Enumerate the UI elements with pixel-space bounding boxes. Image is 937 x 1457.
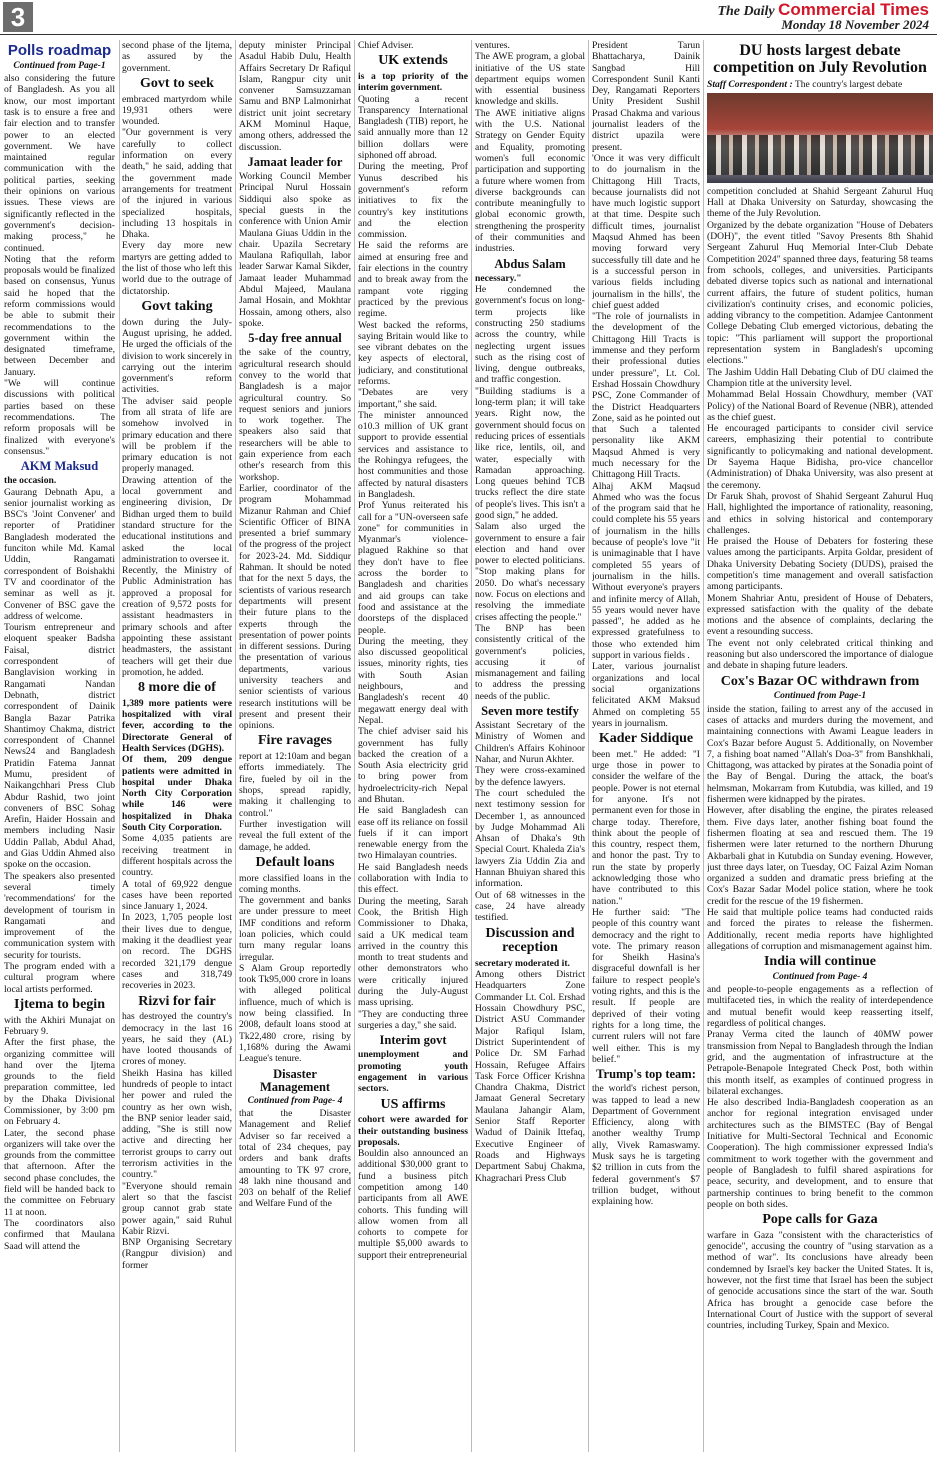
paragraph: Out of 68 witnesses in the case, 24 have already testified. [475, 889, 585, 924]
paragraph: Quoting a recent Transparency International Bangladesh (TIB) report, he said annually more than 12 billion dollars were siphoned off abroad. [358, 93, 468, 162]
column-4 [358, 40, 468, 1452]
headline-india-continue: India will continue [763, 954, 877, 970]
column-7 [707, 40, 933, 1452]
paragraph: Drawing attention of the local government and engineering division, Dr Bidhan urged them to build standard structure for the educational institutions and asked the local administration to oversee it. [122, 474, 232, 565]
paragraph: unemployment and promoting youth engagement in various sectors. [358, 1049, 468, 1095]
column-rule [119, 40, 120, 1452]
paragraph: The minister announced o10.3 million of UK grant support to provide essential services and assistance to the Rohingya refugees, the host communities and those affected by natural disasters in Bangladesh. [358, 409, 468, 500]
masthead-name: Commercial Times [778, 0, 929, 19]
headline-trumps-top-team: Trump's top team: [596, 1067, 696, 1082]
paragraph: report at 12:10am and began efforts immediately. The fire, fueled by oil in the shops, spread rapidly, making it challenging to control." [239, 751, 351, 819]
byline: Staff Correspondent : [707, 78, 793, 90]
paragraph: Monem Shahriar Antu, president of House of Debaters, expressed satisfaction with the quality of the debate motions and the absence of complaints, declaring the event a resounding success. [707, 592, 933, 638]
headline-us-affirms: US affirms [380, 1096, 446, 1112]
paragraph: Some 4,035 patients are receiving treatment in different hospitals across the country. [122, 833, 232, 879]
continued-note: Continued from Page- 4 [772, 971, 868, 982]
paragraph: President Tarun Bhattacharya, Dainik Sangbad Hill Correspondent Sunil Kanti Dey, Rangamati Reporters Unity President Sushil Prasad Chakma and various journalist leaders of the district upazila were present. [592, 40, 700, 153]
headline-fire-ravages: Fire ravages [258, 733, 332, 749]
paragraph: He said Bangladesh needs collaboration with India to this effect. [358, 861, 468, 896]
paragraph: down during the July-August uprising, he added. He urged the officials of the division to work sincerely in carrying out the interim government's reform activities. [122, 316, 232, 396]
paragraph: secretary moderated it. [475, 957, 570, 969]
headline-akm-maksud: AKM Maksud [20, 459, 99, 474]
paragraph: is a top priority of the interim government. [358, 70, 468, 94]
paragraph: He condemned the government's focus on long-term projects like constructing 250 stadiums across the country, while neglecting urgent issues such as the rising cost of living, dengue outbreaks, and traffic congestion. [475, 284, 585, 386]
paragraph: ventures. [475, 40, 510, 51]
paragraph: that the Disaster Management and Relief Adviser so far received a total of 234 cheques, pay orders and bank drafts amounting to TK 97 crore, 48 lakh nine thousand and 203 on behalf of the Relief and Welfare Fund of the [239, 1108, 351, 1210]
column-1 [4, 40, 115, 1452]
paragraph: The speakers also presented several timely 'recommendations' for the development of tourism in Rangamati and improvement of the communication system with security for tourists. [4, 870, 115, 961]
paragraph: He further said: "The people of this country want democracy and the right to vote. The primary reason for Sheikh Hasina's disgraceful downfall is her failure to respect people's voting rights, and this is the result. If people are deprived of their voting rights for a long time, the current rulers will not fare well either. This is my belief." [592, 906, 700, 1065]
paragraph: been met." He added: "I urge those in power to consider the welfare of the people. Power is not eternal for anyone. It's not permanent even for those in charge today. Therefore, think about the people of this country, respect them, and honor the past. Try to run the state by properly acknowledging those who have contributed to this nation." [592, 748, 700, 907]
paragraph: Dr Faruk Shah, provost of Shahid Sergeant Zahurul Huq Hall, highlighted the importance of rationality, reasoning, and ethics in solving historical and contemporary challenges. [707, 490, 933, 536]
paragraph: Gaurang Debnath Apu, a senior journalist working as BSC's 'Joint Convener' and reporter of Pratidiner Bangladesh moderated the funciton while Md. Kamal Uddin, Rangamati correspondent of Boishakhi TV and coordinator of the seminar as well as jt. Convener of BSC gave the address of welcome. [4, 486, 115, 622]
paragraph: After the first phase, the organizing committee will hand over the Ijtema grounds to the field preparation committee, led by the Dhaka Divisional Commissioner, by 3:00 pm on February 4. [4, 1037, 115, 1128]
headline-pope-gaza: Pope calls for Gaza [762, 1212, 878, 1228]
paragraph: S Alam Group reportedly took Tk95,000 crore in loans with alleged political influence, much of which is now being classified. In 2008, default loans stood at Tk22,480 crore, rising by 1,168% during the Awami League's tenure. [239, 962, 351, 1065]
paragraph: competition concluded at Shahid Sergeant Zahurul Huq Hall at Dhaka University on Saturday, showcasing the theme of the July Revolution. [707, 185, 933, 220]
headline-polls-roadmap: Polls roadmap [7, 42, 112, 59]
paragraph: inside the station, failing to arrest any of the accused in cases of attacks and murders during the movement, and maintaining connections with Awami League leaders in Cox's Bazar before August 5. Additionally, on November 7, a fishing boat named "Allah's Doa-3" from Banshkhali, Chittagong, was attacked by pirates at the Sonadia point of the Bay of Bengal. During the attack, the boat's helmsman, Mokarram from Kutubdia, was killed, and 19 fishermen were kidnapped by the pirates. [707, 703, 933, 806]
continued-note: Continued from Page-1 [13, 60, 106, 71]
paragraph: "Debates are very important," she said. [358, 387, 468, 410]
continued-note: Continued from Page- 4 [247, 1095, 343, 1106]
paragraph: The AWE program, a global initiative of the US state department equips women with essential business knowledge and skills. [475, 51, 585, 108]
paragraph: During the meeting, they also discussed geopolitical issues, minority rights, ties with South Asian neighbours, and Bangladesh's recent 40 megawatt energy deal with Nepal. [358, 635, 468, 726]
headline-default-loans: Default loans [255, 854, 335, 870]
column-rule [588, 40, 589, 1452]
paragraph: The country's largest debate [794, 78, 903, 90]
column-rule [471, 40, 472, 1452]
paragraph: Of them, 209 dengue patients were admitted in hospital under Dhaka North City Corporation while 146 were hospitalized in Dhaka South City Corporation. [122, 754, 232, 834]
paragraph: However, after disabling the engine, the pirates released them. Five days later, another fishing boat found the fishermen floating at sea and rescued them. The 19 fishermen were later returned to the northern Dhurung Akbarbali ghat in Kutubdia on Sunday evening. However, just three days later, on Tuesday, OC Faizal Azim Noman organized a sudden and dramatic press briefing at the Cox's Bazar Sadar Model police station, where he took credit for the rescue of the 19 fishermen. [707, 805, 933, 907]
paragraph: Earlier, coordinator of the program Mohammad Mizanur Rahman and Chief Scientific Officer of BINA presented a brief summary of the progress of the project for 2023-24. Md. Siddiqur Rahman. It should be noted that for the next 5 days, the scientists of various research departments will present their future plans to the experts through the presentation of power points in different sessions. During the presentation of various departments, various university teachers and senior scientists of various research institutions will be present and present their opinions. [239, 482, 351, 732]
column-rule [235, 40, 236, 1452]
paragraph: second phase of the Ijtema, as assured by the government. [122, 40, 232, 74]
page-number: 3 [3, 2, 33, 32]
paragraph: "Building stadiums is a long-term plan; it will take years. Right now, the government should focus on reducing prices of essentials like rice, lentils, oil, and water, especially with Ramadan approaching. Long queues behind TCB trucks reflect the dire state of people's lives. This isn't a good sign," he added. [475, 385, 585, 521]
paragraph: He also described India-Bangladesh cooperation as an anchor for regional integration envisaged under architectures such as the BIMSTEC (Bay of Bengal Initiative for Multi-Sectoral Technical and Economic Cooperation). The high commissioner expressed India's commitment to work together with the government and people of Bangladesh to fulfil shared aspirations for peace, security, and development, and to ensure that partnership continues to bring benefit to the common people on both sides. [707, 1097, 933, 1210]
column-6 [592, 40, 700, 1452]
paragraph: the sake of the country, agricultural research should convey to the world that Bangladesh is a major agricultural country. So request seniors and juniors to work together. The speakers also said that researchers will be able to gain experience from each other's research from this workshop. [239, 347, 351, 483]
paragraph: A total of 69,922 dengue cases have been reported since January 1, 2024. [122, 878, 232, 913]
headline-rizvi: Rizvi for fair [138, 993, 216, 1009]
paragraph: more classified loans in the coming months. [239, 872, 351, 895]
paragraph: has destroyed the country's democracy in the last 16 years, he said they (AL) have looted thousands of crores of money. [122, 1011, 232, 1068]
headline-govt-to-seek: Govt to seek [140, 75, 214, 91]
paragraph: He praised the House of Debaters for fostering these values among the participants. Arpita Goldar, president of Dhaka University Debating Society (DUDS), praised the competition's time management and overall satisfaction among participants. [707, 536, 933, 593]
paragraph: Mohammad Belal Hossain Chowdhury, member (VAT Policy) of the National Board of Revenue (NBR), attended as the chief guest. [707, 389, 933, 423]
column-2 [122, 40, 232, 1452]
paragraph: Alhaj AKM Maqsud Ahmed who was the focus of the program said that he could complete his 55 years of journalism in the hills because of people's love "it is unimaginable that I have completed 55 years of journalism in the hills. Without everyone's prayers and infinite mercy of Allah, 55 years would never have passed", he added as he expressed gratefulness to those who extended him support in various fields . [592, 480, 700, 662]
headline-govt-taking: Govt taking [141, 298, 213, 314]
paragraph: Later, the second phase organizers will take over the grounds from the committee that afternoon. After the second phase concludes, the field will be handed back to the committee on February 11 at noon. [4, 1127, 115, 1218]
paragraph: Further investigation will reveal the full extent of the damage, he added. [239, 818, 351, 853]
paragraph: In 2023, 1,705 people lost their lives due to dengue, making it the deadliest year on record. The DGHS recorded 321,179 dengue cases and 318,749 recoveries in 2023. [122, 912, 232, 992]
paragraph: also considering the future of Bangladesh. As you all know, our most important task is to ensure a free and fair election and to transfer power to an elected government. We have maintained regular communication with the political parties, seeking their opinions on various issues. These views are significantly reflected in the government's decision-making process," he continued. [4, 73, 115, 254]
paragraph: The program ended with a cultural program where local artists performed. [4, 961, 115, 995]
column-3 [239, 40, 351, 1452]
paragraph: embraced martyrdom while 19,931 others were wounded. [122, 93, 232, 128]
headline-seven-more-testify: Seven more testify [481, 704, 579, 719]
headline-interim-govt: Interim govt [379, 1033, 447, 1048]
paragraph: During the meeting, Prof Yunus described his government's reform initiatives to fix the country's key institutions and the election commission. [358, 161, 468, 241]
paragraph: The Jashim Uddin Hall Debating Club of DU claimed the Champion title at the university level. [707, 366, 933, 389]
paragraph: The government and banks are under pressure to meet IMF conditions and reform loan policies, which could turn many regular loans irregular. [239, 895, 351, 963]
paragraph: "Our government is very carefully to collect information on every death," he said, adding that the government made arrangements for treatment of the injured in various specialized hospitals, including 13 hospitals in Dhaka. [122, 127, 232, 241]
headline-discussion-reception: Discussion and reception [485, 925, 575, 956]
paragraph: During the meeting, Sarah Cook, the British High Commissioner to Dhaka, said a UK medical team arrived in the country this month to treat students and other demonstrators who were critically injured during the July-August mass uprising. [358, 895, 468, 1009]
paragraph: Among others District Headquarters Zone Commander Lt. Col. Ershad Hossain Chowdhury PSC, District ASU Commander Major Rafiqul Islam, District Superintendent of Police Dr. SM Farhad Hossain, Refugee Affairs Task Force Officer Krishna Chandra Chakma, District Jamaat General Secretary Maulana Jahangir Alam, Senior Staff Reporter Wadud of Dainik Ittefaq, Executive Engineer of Roads and Highways Department Sabuj Chakma, Khagrachari Press Club [475, 969, 585, 1184]
headline-uk-extends: UK extends [378, 53, 448, 69]
headline-coxs-bazar: Cox's Bazar OC withdrawn from [720, 673, 920, 689]
paragraph: The adviser said people from all strata of life are somehow involved in primary education and there will be problem if the primary education is not properly managed. [122, 395, 232, 475]
column-rule [703, 40, 704, 1452]
paragraph: deputy minister Principal Asadul Habib Dulu, Health Affairs Secretary Dr Rafiqul Islam, Rangpur city unit convener Samsuzzaman Samu and BNP Lalmonirhat district unit joint secretary AKM Mominul Haque, among others, addressed the discussion. [239, 40, 351, 153]
paragraph: Organized by the debate organization "House of Debaters (DOH)", the event titled "Savoy Presents 8th Shahid Sergeant Zahurul Huq Memorial Inter-Club Debate Competition 2024" spanned three days, featuring 58 teams from schools, colleges, and universities. Participants debated diverse topics such as national and international current affairs, the future of student politics, human civilization's continuity crises, and economic policies, adding vibrancy to the competition. Adamjee Cantonment College Debating Club emerged victorious, debating the topic: "This parliament will support the proportional representation system in Bangladesh's upcoming elections." [707, 219, 933, 367]
paragraph: The BNP has been consistently critical of the government's policies, accusing it of mismanagement and failing to address the pressing needs of the public. [475, 622, 585, 702]
paragraph: Working Council Member Principal Nurul Hossain Siddiqui also spoke as special guests in the conference with Union Amir Maulana Giuas Uddin in the chair. Upazila Secretary Maulana Rafiqullah, labor leader Sarwar Kamal Sikder, Jamaat leader Muhammad Abdul Majeed, Maulana Jamal Hosain, and Mokhtar Hossain, among others, also spoke. [239, 171, 351, 329]
headline-disaster-management: Disaster Management [259, 1066, 331, 1094]
paragraph: Recently, the Ministry of Public Administration has approved a proposal for creation of 9,572 posts for assistant headmasters in primary schools and after appointing these assistant headmasters, the assistant teachers will get their due promotion, he added. [122, 565, 232, 678]
paragraph: "Everyone should remain alert so that the fascist group cannot grab state power again," said Ruhul Kabir Rizvi. [122, 1180, 232, 1237]
paragraph: Later, various journalist organizations and local social organizations felicitated AKM Maksud Ahmed on completing 55 years in journalism. [592, 661, 700, 729]
paragraph: cohort were awarded for their outstanding business proposals. [358, 1114, 468, 1148]
paragraph: "We will continue discussions with political parties based on these recommendations. The reform proposals will be finalized with everyone's consensus." [4, 378, 115, 457]
headline-jamaat-leader: Jamaat leader for [247, 154, 343, 169]
headline-ijtema: Ijtema to begin [14, 996, 105, 1012]
page-header [0, 0, 937, 35]
headline-abdus-salam: Abdus Salam [494, 256, 566, 271]
paragraph: Chief Adviser. [358, 40, 414, 51]
paragraph: The coordinators also confirmed that Maulana Saad will attend the [4, 1217, 115, 1252]
paragraph: with the Akhiri Munajat on February 9. [4, 1014, 115, 1037]
paragraph: 1,389 more patients were hospitalized with viral fever, according to the Directorate General of Health Services (DGHS). [122, 697, 232, 754]
paragraph: The court scheduled the next testimony session for December 1, as announced by Judge Mohammad Ali Ahsan of Dhaka's 9th Special Court. Khaleda Zia's lawyers Zia Uddin Zia and Hannan Bhuiyan shared this information. [475, 787, 585, 890]
paragraph: Sheikh Hasina has killed hundreds of people to intact her power and ruled the country as her own wish, the BNP senior leader said, adding, "She is still now active and directing her terrorist groups to carry out terrorism activities in the country." [122, 1067, 232, 1181]
paragraph: necessary." [475, 272, 522, 284]
paragraph: the world's richest person, was tapped to lead a new Department of Government Efficiency, along with another wealthy Trump ally, Vivek Ramaswamy. Musk says he is targeting $2 trillion in cuts from the federal government's $7 trillion budget, without explaining how. [592, 1083, 700, 1208]
photo-people [707, 135, 933, 175]
headline-du-debate: DU hosts largest debate competition on July Revolution [713, 42, 927, 76]
paragraph: Noting that the reform proposals would be finalized based on consensus, Yunus said he hoped that the reform commissions would be able to submit their recommendations to the government within the designated timeframe, between December and January. [4, 253, 115, 378]
paragraph: The AWE initiative aligns with the U.S. National Strategy on Gender Equity and Equality, promoting women's full economic participation and supporting a future where women from diverse backgrounds can contribute meaningfully to global economic growth, strengthening the prosperity of their communities and industries. [475, 107, 585, 255]
headline-5-day-free: 5-day free annual [248, 331, 342, 346]
paragraph: Bouldin also announced an additional $30,000 grant to fund a business pitch competition among 140 participants from all AWE cohorts. This funding will allow women from all cohorts to compete for multiple $5,000 awards to support their entrepreneurial [358, 1148, 468, 1261]
dateline: Monday 18 November 2024 [781, 17, 929, 32]
continued-note: Continued from Page-1 [773, 691, 867, 702]
paragraph: They were cross-examined by the defence lawyers. [475, 765, 585, 788]
debate-photo [707, 93, 933, 183]
paragraph: He encouraged participants to consider civil service careers, emphasizing their potential to contribute significantly to policymaking and national development. Dr Sayema Haque Bidisha, pro-vice chancellor (Administration) of Dhaka University, was also present at the ceremony. [707, 423, 933, 491]
column-rule [354, 40, 355, 1452]
paragraph: "The role of journalists in the development of the Chittagong Hill Tracts is immense and they perform their professional duties under pressure", Lt. Col. Ershad Hossain Chowdhury PSC, Zone Commander of the District Headquarters Zone, said as he pointed out that Such a talented personality like AKM Maqsud Ahmed is very much necessary for the Chittagong Hill Tracts. [592, 311, 700, 481]
headline-kader-siddique: Kader Siddique [598, 731, 694, 747]
paragraph: West backed the reforms, saying Britain would like to see vibrant debates on the key aspects of electoral, judiciary, and constitutional reforms. [358, 319, 468, 387]
paragraph: 'Once it was very difficult to do journalism in the Chittagong Hill Tracts, because journalists did not have much logistic support at that time. Despite such difficult times, journalist Maqsud Ahmed has been moving forward very successfully till date and he is a successful person in various fields including journalism in the hills', the chief guest added [592, 152, 700, 311]
paragraph: He said the reforms are aimed at ensuring free and fair elections in the country and to break away from the rampant vote rigging practiced by the previous regime. [358, 240, 468, 320]
paragraph: Prof Yunus reiterated his call for a "UN-overseen safe zone" for communities in Myanmar's violence-plagued Rakhine so that they don't have to flee across the border to Bangladesh and charities and aid groups can take food and assistance at the doorsteps of the displaced people. [358, 500, 468, 636]
paragraph: the occasion. [4, 475, 57, 487]
paragraph: Every day more new martyrs are getting added to the list of those who left this world due to the outrage of dictatorship. [122, 240, 232, 297]
paragraph: "They are conducting three surgeries a day," she said. [358, 1008, 468, 1031]
paragraph: Assistant Secretary of the Ministry of Women and Children's Affairs Kohinoor Nahar, and Nurun Akhter. [475, 720, 585, 766]
headline-8-more-die: 8 more die of [138, 680, 216, 696]
paragraph: and people-to-people engagements as a reflection of multifaceted ties, in which the reality of interdependence and mutual benefit would keep reasserting itself, regardless of political changes. [707, 984, 933, 1030]
paragraph: BNP Organising Secretary (Rangpur division) and former [122, 1237, 232, 1271]
paragraph: The chief adviser said his government has fully backed the creation of a South Asia electricity grid to bring power from hydroelectricity-rich Nepal and Bhutan. [358, 726, 468, 805]
masthead-prefix: The Daily [717, 4, 775, 19]
column-5 [475, 40, 585, 1452]
paragraph: Tourism entrepreneur and eloquent speaker Badsha Faisal, district correspondent of Banglavision working in Rangamati Nandan Debnath, district correspondent of Dainik Bangla Bazar Patrika Shantimoy Chakma, district correspondent of Channel News24 and Bangladesh Pratidin Fatema Jannat Mumu, president of Naikangchhari Press Club Abdur Rashid, two joint conveners of BSC Sohag Arefin, Haider Hossain and members including Nasir Uddin Pallab, Abdul Ahad, and Gias Uddin Ahmed also spoke on the occasion. [4, 622, 115, 871]
paragraph: Pranay Verma cited the launch of 40MW power transmission from Nepal to Bangladesh through the Indian grid, and the augmentation of infrastructure at the Petrapole-Benapole Integrated Check Post, both within this month itself, as examples of continued progress in bilateral exchanges. [707, 1029, 933, 1097]
paragraph: Salam also urged the government to ensure a fair election and hand over power to elected politicians. "Stop making plans for 2050. Do what's necessary now. Focus on elections and resolving the immediate crises affecting the people." [475, 521, 585, 623]
paragraph: warfare in Gaza "consistent with the characteristics of genocide", accusing the country of "using starvation as a method of war". Its conclusions have already been condemned by Israel's key backer the United States. It is, however, not the first time that Israel has been the subject of genocide accusations since the start of the war. South Africa has brought a genocide case before the International Court of Justice with the support of several countries, including Turkey, Spain and Mexico. [707, 1229, 933, 1332]
paragraph: He said that multiple police teams had conducted raids and forced the pirates to release the fishermen. Additionally, recent media reports have highlighted allegations of corruption and mismanagement against him. [707, 906, 933, 952]
paragraph: He said Bangladesh can ease off its reliance on fossil fuels if it can import renewable energy from the two Himalayan countries. [358, 805, 468, 862]
paragraph: The event not only celebrated critical thinking and reasoning but also underscored the importance of dialogue and debate in shaping future leaders. [707, 637, 933, 672]
